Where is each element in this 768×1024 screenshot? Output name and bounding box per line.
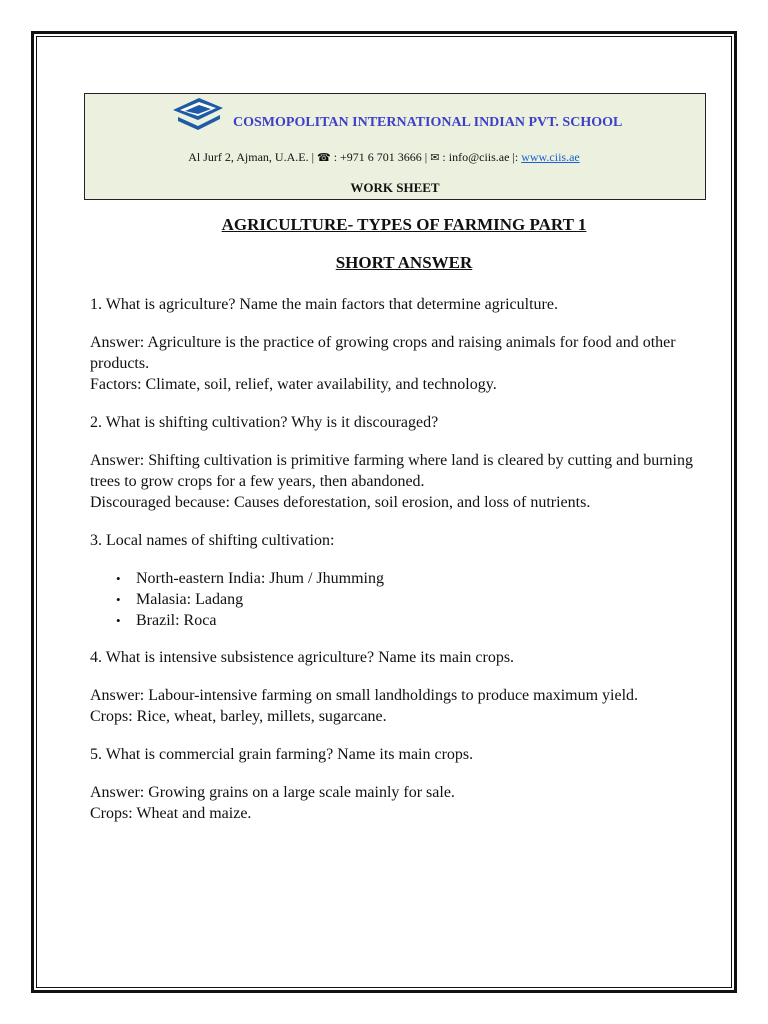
answer-4-extra: Crops: Rice, wheat, barley, millets, sugarcane. xyxy=(90,708,387,725)
page-title: AGRICULTURE- TYPES OF FARMING PART 1 xyxy=(221,215,587,234)
list-item: • North-eastern India: Jhum / Jhumming xyxy=(136,568,702,589)
question-5: 5. What is commercial grain farming? Name its main crops. xyxy=(90,746,474,763)
email: : info@ciis.ae |: xyxy=(439,150,522,164)
local-names-list xyxy=(90,568,702,631)
worksheet-content xyxy=(90,294,702,841)
phone-number: : +971 6 701 3666 | xyxy=(330,150,431,164)
answer-5: Answer: Growing grains on a large scale mainly for sale. xyxy=(90,784,455,801)
question-2: 2. What is shifting cultivation? Why is it discouraged? xyxy=(90,414,439,431)
worksheet-label: WORK SHEET xyxy=(350,180,440,195)
section-subtitle: SHORT ANSWER xyxy=(335,253,473,272)
answer-1-extra: Factors: Climate, soil, relief, water availability, and technology. xyxy=(90,376,497,393)
answer-2-extra: Discouraged because: Causes deforestation, soil erosion, and loss of nutrients. xyxy=(90,494,591,511)
phone-icon: ☎ xyxy=(316,152,331,164)
answer-block-2 xyxy=(90,450,702,513)
question-4: 4. What is intensive subsistence agriculture? Name its main crops. xyxy=(90,649,515,666)
answer-block-1 xyxy=(90,332,702,395)
school-logo-icon xyxy=(170,96,226,130)
contact-line xyxy=(0,150,768,165)
question-3: 3. Local names of shifting cultivation: xyxy=(90,532,335,549)
answer-block-5 xyxy=(90,782,702,824)
answer-block-4 xyxy=(90,685,702,727)
school-name: COSMOPOLITAN INTERNATIONAL INDIAN PVT. SCHOOL xyxy=(233,115,623,130)
answer-4: Answer: Labour-intensive farming on small landholdings to produce maximum yield. xyxy=(90,687,639,704)
address: Al Jurf 2, Ajman, U.A.E. | xyxy=(188,150,317,164)
question-1: 1. What is agriculture? Name the main factors that determine agriculture. xyxy=(90,296,558,313)
answer-1: Answer: Agriculture is the practice of growing crops and raising animals for food and other products. xyxy=(90,334,676,372)
envelope-icon: ✉ xyxy=(430,152,440,164)
answer-2: Answer: Shifting cultivation is primitive farming where land is cleared by cutting and burning trees to grow crops for a few years, then abandoned. xyxy=(90,452,693,490)
website-link[interactable]: www.ciis.ae xyxy=(521,150,580,164)
list-item: • Brazil: Roca xyxy=(136,610,702,631)
list-item: • Malasia: Ladang xyxy=(136,589,702,610)
answer-5-extra: Crops: Wheat and maize. xyxy=(90,805,252,822)
